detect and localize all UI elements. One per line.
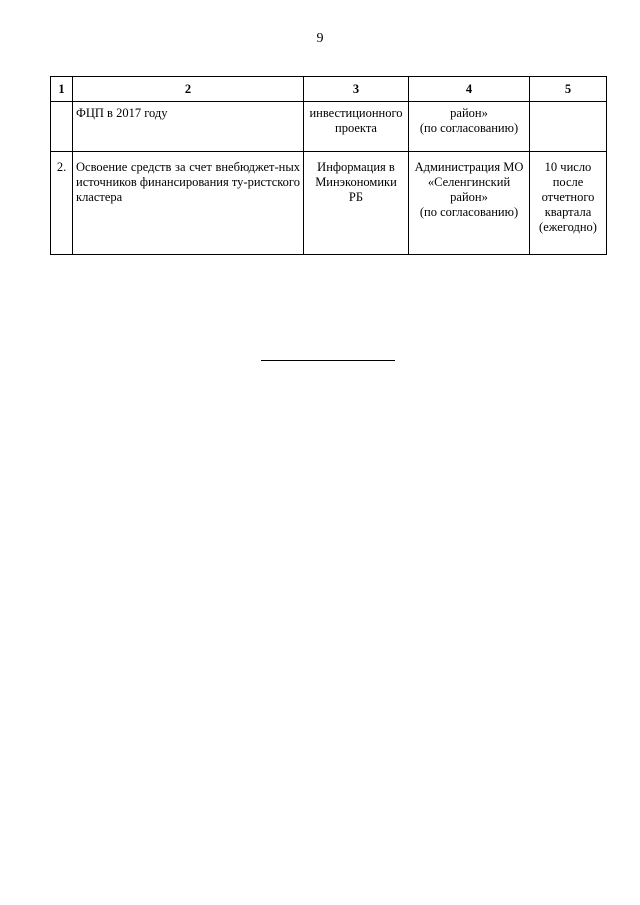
page-number: 9 <box>316 31 324 46</box>
deadline-line: (ежегодно) <box>539 220 597 234</box>
event-text: ФЦП в 2017 году <box>76 106 168 120</box>
deadline-line: после <box>552 175 584 189</box>
document-cell <box>304 152 409 255</box>
responsible-line: Администрация МО <box>414 160 524 174</box>
responsible-line: (по согласованию) <box>419 205 519 219</box>
column-header-3: 3 <box>304 77 409 102</box>
end-divider-line <box>261 360 395 361</box>
document-line: инвестиционного <box>309 106 403 120</box>
document-line: Минэкономики <box>315 175 397 189</box>
responsible-cell <box>409 102 530 152</box>
column-header-1: 1 <box>51 77 73 102</box>
responsible-line: район» <box>450 106 488 120</box>
document-line: проекта <box>335 121 377 135</box>
responsible-line: «Селенгинский <box>427 175 511 189</box>
responsible-line: (по согласованию) <box>419 121 519 135</box>
table-header-row <box>51 77 607 102</box>
deadline-line: 10 число <box>544 160 592 174</box>
event-cell <box>73 102 304 152</box>
column-header-5: 5 <box>530 77 607 102</box>
column-header-4: 4 <box>409 77 530 102</box>
table-row <box>51 102 607 152</box>
plan-table <box>50 76 607 255</box>
document-line: РБ <box>348 190 364 204</box>
deadline-line: квартала <box>544 205 592 219</box>
deadline-cell <box>530 102 607 152</box>
event-text: Освоение средств за счет внебюджет-ных источников финансирования ту-ристского кластера <box>76 160 300 204</box>
table-row <box>51 152 607 255</box>
responsible-line: район» <box>450 190 488 204</box>
event-cell <box>73 152 304 255</box>
deadline-cell <box>530 152 607 255</box>
deadline-line: отчетного <box>541 190 595 204</box>
row-number: 2. <box>51 152 73 255</box>
document-line: Информация в <box>317 160 395 174</box>
document-cell <box>304 102 409 152</box>
column-header-2: 2 <box>73 77 304 102</box>
responsible-cell <box>409 152 530 255</box>
row-number <box>51 102 73 152</box>
